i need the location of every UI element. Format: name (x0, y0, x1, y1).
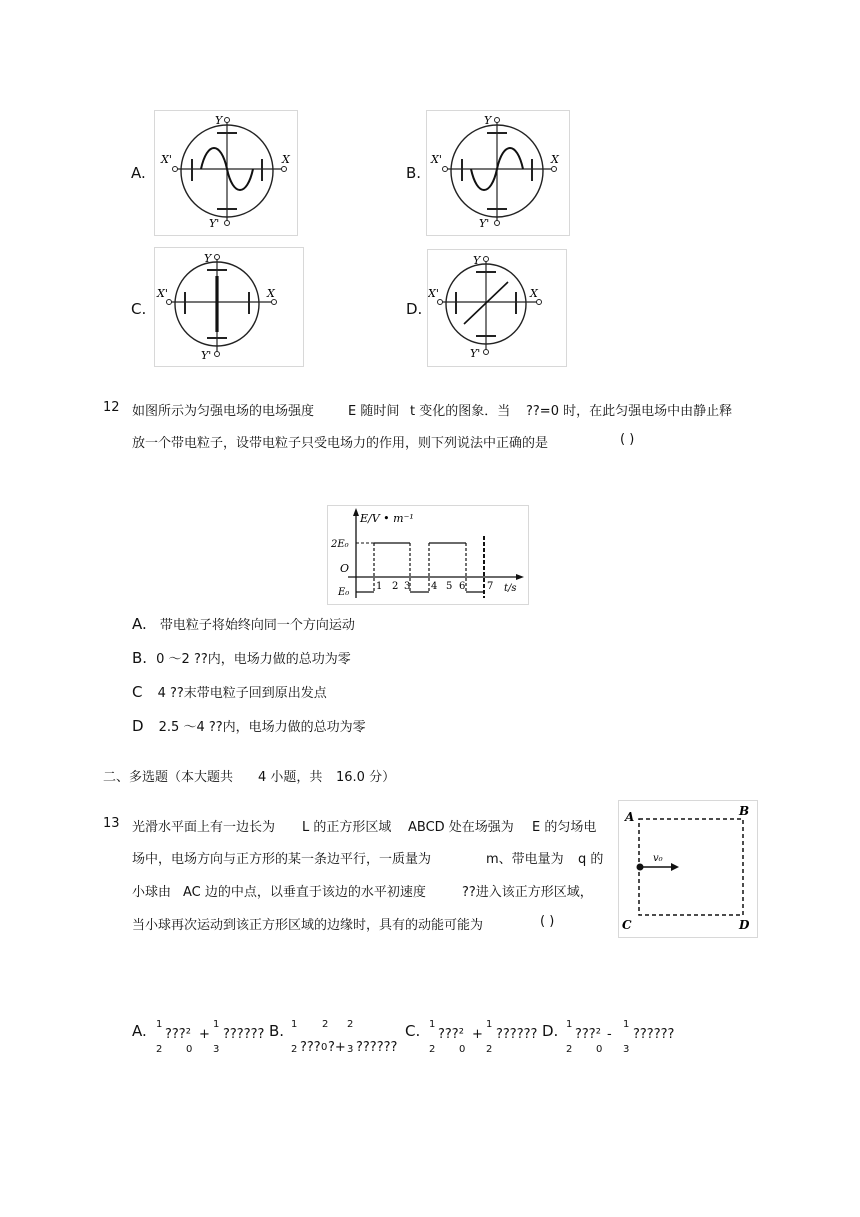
x-label: X (551, 153, 559, 166)
q13-option-d-term2: ?????? (633, 1027, 675, 1042)
q13-option-c-den1: 2 (429, 1044, 436, 1055)
q13-option-a-plus: + (199, 1027, 210, 1042)
q12-option-b-text: 0 ～2 ??内，电场力做的总功为零 (156, 652, 351, 667)
y-prime-label: Y' (209, 217, 220, 230)
q13-option-a-term2: ?????? (223, 1027, 265, 1042)
q13-text-3b: AC 边的中点，以垂直于该边的水平初速度 (183, 885, 426, 900)
q12-option-a-text: 带电粒子将始终向同一个方向运动 (159, 618, 355, 633)
q13-option-b-den1: 2 (291, 1044, 298, 1055)
vertex-a: A (625, 810, 635, 824)
x-prime-label: X' (157, 287, 168, 300)
q13-option-b-num2: 2 (347, 1019, 354, 1030)
q13-option-d-num1: 1 (566, 1019, 573, 1030)
x-label: X (282, 153, 290, 166)
q12-text-1a: 如图所示为匀强电场的电场强度 (132, 404, 315, 419)
q12-option-d-text: 2.5 ～4 ??内，电场力做的总功为零 (158, 720, 366, 735)
y-prime-label: Y' (479, 217, 490, 230)
chart-x-tick-4: 4 (431, 581, 438, 592)
question-13-number: 13 (103, 816, 120, 831)
q13-text-2b: m、带电量为 (486, 852, 564, 867)
chart-xlabel: t/s (504, 583, 517, 594)
q13-option-c-letter[interactable]: C. (405, 1022, 421, 1040)
q13-option-c-plus: + (472, 1027, 483, 1042)
q12-text-1d: ??=0 时，在此匀强电场中由静止释 (526, 404, 733, 419)
chart-x-tick-3: 3 (404, 581, 411, 592)
option-b-figure (426, 110, 570, 236)
q12-text-1b: E 随时间 (348, 404, 400, 419)
q13-option-c-num2: 1 (486, 1019, 493, 1030)
q13-option-c-term2: ?????? (496, 1027, 538, 1042)
x-prime-label: X' (428, 287, 439, 300)
option-b-label[interactable]: B. (406, 164, 422, 182)
q13-option-b-term1: ??? (300, 1040, 321, 1055)
option-d-figure (427, 249, 567, 367)
chart-x-tick-6: 6 (459, 581, 466, 592)
q12-answer-paren: ( ) (620, 432, 635, 447)
y-prime-label: Y' (201, 349, 212, 362)
q13-option-c-term1: ???² (438, 1027, 464, 1042)
v0-label: v₀ (653, 853, 663, 864)
q13-option-d-letter[interactable]: D. (542, 1022, 559, 1040)
section-2-label: 二、多选题（本大题共 (103, 770, 234, 785)
q13-square-figure (618, 800, 758, 938)
q13-option-b-sup1: 2 (322, 1019, 329, 1030)
q13-option-b-num1: 1 (291, 1019, 298, 1030)
y-label: Y (473, 254, 481, 267)
x-axis-arrow (516, 574, 524, 580)
q13-text-1d: E 的匀场电 (532, 820, 597, 835)
x-label: X (267, 287, 275, 300)
q13-option-c-sub1: 0 (459, 1044, 466, 1055)
q12-option-c[interactable] (132, 682, 327, 701)
q13-option-d-sub1: 0 (596, 1044, 603, 1055)
q13-text-1b: L 的正方形区域 (302, 820, 392, 835)
q13-option-c-num1: 1 (429, 1019, 436, 1030)
question-12-number: 12 (103, 400, 120, 415)
q13-option-b-den2: 3 (347, 1044, 354, 1055)
chart-x-tick-2: 2 (392, 581, 399, 592)
y-axis-arrow (353, 508, 359, 516)
q13-option-b-term2: ?????? (356, 1040, 398, 1055)
chart-x-tick-7: 7 (487, 581, 494, 592)
q12-text-2: 放一个带电粒子，设带电粒子只受电场力的作用，则下列说法中正确的是 (132, 436, 549, 451)
chart-y-tick-e0: E₀ (338, 587, 350, 598)
q13-option-a-den1: 2 (156, 1044, 163, 1055)
q13-option-b-sub1: 0 (321, 1042, 328, 1053)
q13-text-3a: 小球由 (132, 885, 172, 900)
vertex-c: C (622, 918, 632, 932)
x-prime-label: X' (431, 153, 442, 166)
q12-text-1c: t 变化的图象．当 (410, 404, 511, 419)
q13-option-a-den2: 3 (213, 1044, 220, 1055)
q13-answer-paren: ( ) (540, 914, 555, 929)
y-label: Y (204, 252, 212, 265)
q13-option-a-sub1: 0 (186, 1044, 193, 1055)
q13-option-d-den2: 3 (623, 1044, 630, 1055)
q13-text-4: 当小球再次运动到该正方形区域的边缘时，具有的动能可能为 (132, 918, 484, 933)
q13-option-a-num1: 1 (156, 1019, 163, 1030)
section-2-count: 4 小题，共 (258, 770, 323, 785)
q12-option-c-text: 4 ??末带电粒子回到原出发点 (157, 686, 327, 701)
y-label: Y (215, 114, 223, 127)
y-prime-label: Y' (470, 347, 481, 360)
option-c-figure (154, 247, 304, 367)
q13-option-a-num2: 1 (213, 1019, 220, 1030)
q13-option-b-plus: ?+ (328, 1040, 346, 1055)
chart-x-tick-5: 5 (446, 581, 453, 592)
q13-text-2c: q 的 (578, 852, 604, 867)
q13-option-b-letter[interactable]: B. (269, 1022, 285, 1040)
q13-text-1c: ABCD 处在场强为 (408, 820, 514, 835)
q13-option-d-minus: - (607, 1027, 612, 1042)
q12-option-c-letter: C (132, 683, 143, 701)
option-c-label[interactable]: C. (131, 300, 147, 318)
x-prime-label: X' (161, 153, 172, 166)
x-label: X (530, 287, 538, 300)
q13-text-2a: 场中，电场方向与正方形的某一条边平行，一质量为 (132, 852, 432, 867)
q13-option-d-den1: 2 (566, 1044, 573, 1055)
q13-option-c-den2: 2 (486, 1044, 493, 1055)
q12-option-b[interactable] (132, 648, 351, 667)
q12-option-d-letter: D (132, 717, 144, 735)
q13-text-3c: ??进入该正方形区域， (462, 885, 593, 900)
q13-option-a-term1: ???² (165, 1027, 191, 1042)
q12-e-t-chart (327, 505, 529, 605)
q13-option-d-term1: ???² (575, 1027, 601, 1042)
q12-option-d[interactable] (132, 716, 366, 735)
chart-x-tick-1: 1 (376, 581, 383, 592)
q12-option-b-letter: B. (132, 649, 148, 667)
chart-y-tick-2e0: 2E₀ (331, 539, 349, 550)
q13-text-1a: 光滑水平面上有一边长为 (132, 820, 276, 835)
chart-origin: O (340, 562, 350, 575)
option-d-label[interactable]: D. (406, 300, 423, 318)
option-a-figure (154, 110, 298, 236)
q13-option-d-num2: 1 (623, 1019, 630, 1030)
option-a-label[interactable]: A. (131, 164, 146, 182)
y-label: Y (484, 114, 492, 127)
vertex-d: D (739, 918, 750, 932)
section-2-score: 16.0 分） (336, 770, 396, 785)
vertex-b: B (739, 804, 750, 818)
q12-option-a-letter: A. (132, 615, 147, 633)
chart-ylabel: E/V • m⁻¹ (360, 512, 414, 525)
q13-option-a-letter[interactable]: A. (132, 1022, 147, 1040)
q12-option-a[interactable] (132, 614, 355, 633)
